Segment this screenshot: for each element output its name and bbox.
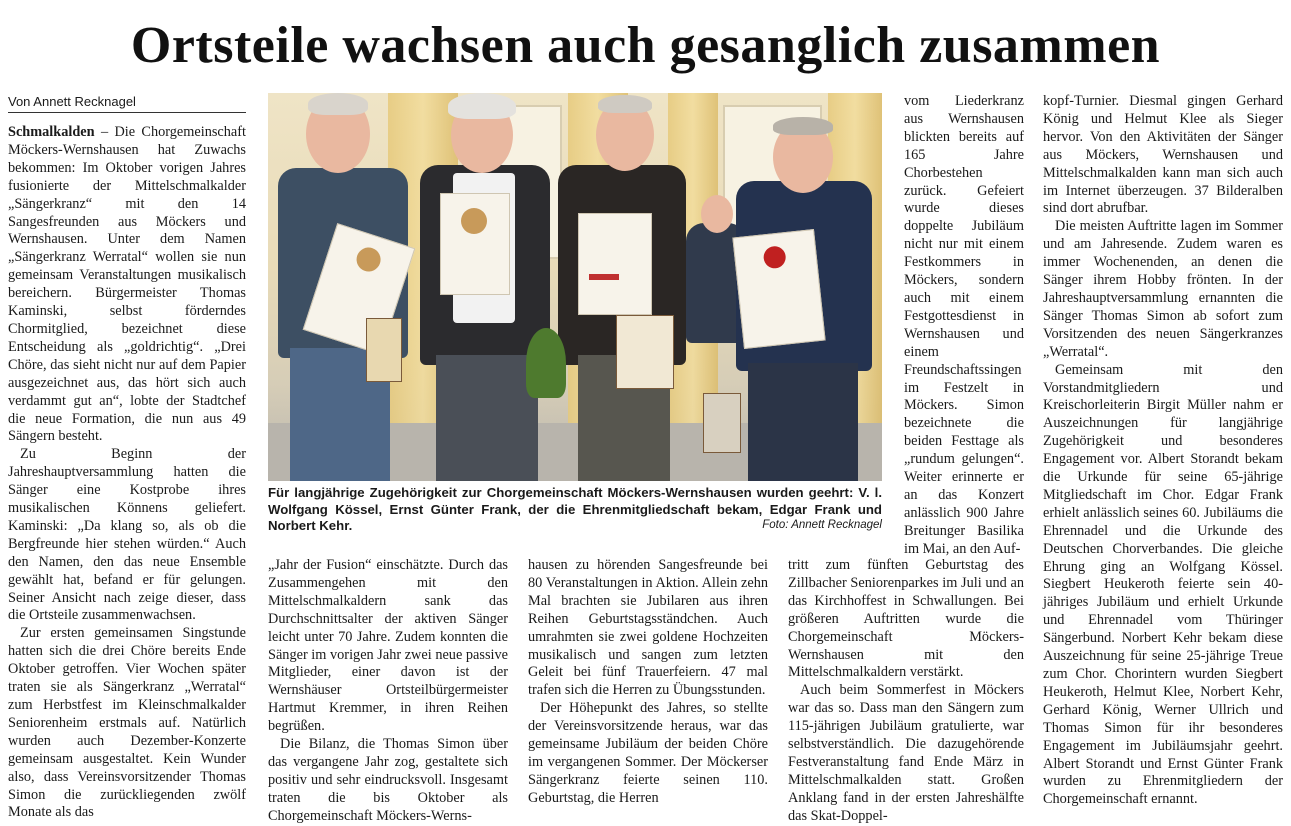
article-column-5 xyxy=(1043,93,1283,809)
dateline: Schmalkalden xyxy=(8,124,95,140)
paragraph: tritt zum fünften Geburtstag des Zillbacher Seniorenparkes im Juli und an das Kirchhoffest in Schwallungen. Bei größeren Auftritten wurde die Chorgemeinschaft Möckers-Wernshausen mit den Mittelschmalkaldern verstärkt. xyxy=(788,557,1024,681)
lead-paragraph xyxy=(8,124,246,446)
paragraph: Die Bilanz, die Thomas Simon über das vergangene Jahr zog, gestaltete sich positiv und sehr eindrucksvoll. Insgesamt traten die bis Oktober als Chorgemeinschaft Möckers-Werns- xyxy=(268,736,508,824)
gift-bag xyxy=(616,315,674,389)
flower-bouquet xyxy=(526,328,566,398)
article-column-3 xyxy=(528,557,768,808)
article-column-4-top xyxy=(904,93,1024,559)
headline: Ortsteile wachsen auch gesanglich zusammen xyxy=(130,17,1161,74)
trousers xyxy=(436,355,538,481)
hair xyxy=(308,93,368,115)
hair xyxy=(773,117,833,135)
paragraph: Zu Beginn der Jahreshauptversammlung hatten die Sänger eine Kostprobe ihres musikalischen Könnens geliefert. Kaminski: „Da klang so, als ob die Bergfreunde hier stehen würden.“ Auch den Namen, den das neue Ensemble gewählt hat, befand er für gelungen. Seiner Ansicht nach zeige dieser, dass die Ortsteile zusammenwachsen. xyxy=(8,446,246,624)
photo-credit: Foto: Annett Recknagel xyxy=(762,519,882,531)
trousers xyxy=(748,363,858,481)
paragraph: „Jahr der Fusion“ einschätzte. Durch das Zusammengehen mit den Mittelschmalkaldern sank das Durchschnittsalter der aktiven Sänger leicht unter 70 Jahre. Zudem konnten die Sänger im vorigen Jahr zwei neue passive Mitglieder, einer davon ist der Wernshäuser Ortsteilbürgermeister Hartmut Kremmer, in ihren Reihen begrüßen. xyxy=(268,557,508,735)
byline: Von Annett Recknagel xyxy=(8,93,246,113)
paragraph: kopf-Turnier. Diesmal gingen Gerhard König und Helmut Klee als Sieger hervor. Von den Aktivitäten der Sänger aus Möckers, Wernshausen und Mittelschmalkalden kann man sich auch im Internet überzeugen. 37 Bilderalben sind dort abrufbar. xyxy=(1043,93,1283,217)
photo-caption: Für langjährige Zugehörigkeit zur Chorgemeinschaft Möckers-Wernshausen wurden geehrt: V. l. Wolfgang Kössel, Ernst Günter Frank, der die Ehrenmitgliedschaft bekam, Edgar Frank und Norbert Kehr. xyxy=(268,485,882,533)
paragraph: Zur ersten gemeinsamen Singstunde hatten sich die drei Chöre bereits Ende Oktober getroffen. Vier Wochen später traten sie als Sängerkranz „Werratal“ zum Herbstfest im Kleinschmalkalder Seniorenheim erstmals auf. Natürlich wurden auch Dezember-Konzerte gemeinsam ausgestaltet. Kein Wunder also, dass Vereinsvorsitzender Thomas Simon die zurückliegenden zwölf Monate als das xyxy=(8,625,246,821)
group-photo xyxy=(268,93,882,481)
lead-text: – Die Chorgemeinschaft Möckers-Wernshausen hat Zuwachs bekommen: Im Oktober vorigen Jahres fusionierte der Mittelschmalkalder „Sängerkranz“ mit den 14 Sangesfreunden aus Möckers und Wernshausen. Unter dem Namen „Sängerkranz Werratal“ wollen sie nun gemeinsam Veranstaltungen musikalisch bereichern. Bürgermeister Thomas Kaminski, selbst förderndes Chormitglied, bezeichnet diese Entscheidung als „goldrichtig“. „Drei Chöre, das sieht nicht nur auf dem Papier ausgezeichnet aus, das hört sich auch verdammt gut an“, lobte der Stadtchef die neue Formation, die nun aus 49 Sängern besteht. xyxy=(8,124,246,445)
hair xyxy=(448,93,516,119)
certificate xyxy=(732,229,825,349)
paragraph: Die meisten Auftritte lagen im Sommer und am Jahresende. Zudem waren es immer Wochenenden, an denen die Sänger ihrem Hobby frönten. In der Jahreshauptversammlung ernannten die Sänger Thomas Simon ab sofort zum Vorsitzenden des neuen Sängerkranzes „Werratal“. xyxy=(1043,218,1283,360)
article-column-1 xyxy=(8,124,246,822)
paragraph: vom Liederkranz aus Wernshausen blickten bereits auf 165 Jahre Chorbestehen zurück. Gefeiert wurde dieses doppelte Jubiläum nicht nur mit einem Festkommers in Möckers, sondern auch mit einem Festgottesdienst in Wernshausen und einem Freundschaftssingen im Festzelt in Möckers. Simon bezeichnete die beiden Festtage als „rundum gelungen“. Weiter erinnerte er an das Konzert anlässlich 900 Jahre Breitunger Basilika im Mai, an den Auf- xyxy=(904,93,1024,557)
hair xyxy=(598,95,652,113)
paragraph: Gemeinsam mit den Vorstandmitgliedern und Kreischorleiterin Birgit Müller nahm er Auszeichnungen für langjährige Zugehörigkeit und besonderes Engagement vor. Albert Storandt bekam die Urkunde für seine 65-jährige Mitgliedschaft im Chor. Edgar Frank erhielt anlässlich seines 60. Jubiläums die Ehrennadel und die Urkunde des Deutschen Chorverbandes. Die gleiche Ehrung ging an Wolfgang Kössel. Siegbert Heukeroth feierte sein 40-jähriges Jubiläum und erhielt Urkunde und Ehrennadel vom Thüringer Sängerbund. Norbert Kehr bekam diese Auszeichnung für seine 25-jährige Treue zum Chor. Chorintern wurden Siegbert Heukeroth, Helmut Klee, Norbert Kehr, Gerhard König, Werner Ullrich und Thomas Simon für ihr besonderes Engagement im Jubiläumsjahr geehrt. Albert Storandt und Ernst Günter Frank wurden zu Ehrenmitgliedern der Chorgemeinschaft ernannt. xyxy=(1043,361,1283,808)
gift-bag xyxy=(366,318,402,382)
paragraph: Der Höhepunkt des Jahres, so stellte der Vereinsvorsitzende heraus, war das gemeinsame Jubiläum der beiden Chöre im vergangenen Sommer. Der Möckerser Sängerkranz feierte seinen 110. Geburtstag, die Herren xyxy=(528,700,768,806)
certificate xyxy=(578,213,652,315)
paragraph: hausen zu hörenden Sangesfreunde bei 80 Veranstaltungen in Aktion. Allein zehn Mal brachten sie Jubilaren aus ihren Reihen Geburtstagsständchen. Auch umrahmten sie zwei goldene Hochzeiten musikalisch und sangen zum letzten Geleit bei fünf Trauerfeiern. 47 mal trafen sich die Herren zu Übungsstunden. xyxy=(528,557,768,699)
article-column-4-bottom xyxy=(788,557,1024,826)
face xyxy=(701,195,733,233)
paragraph: Auch beim Sommerfest in Möckers war das so. Dass man den Sängern zum 115-jährigen Jubiläum gratulierte, war selbstverständlich. Die dazugehörende Festveranstaltung fand Ende März in Mittelschmalkalden statt. Großen Anklang fand in der ersten Jahreshälfte das Skat-Doppel- xyxy=(788,682,1024,824)
gift-bag xyxy=(703,393,741,453)
certificate xyxy=(440,193,510,295)
article-column-2 xyxy=(268,557,508,826)
